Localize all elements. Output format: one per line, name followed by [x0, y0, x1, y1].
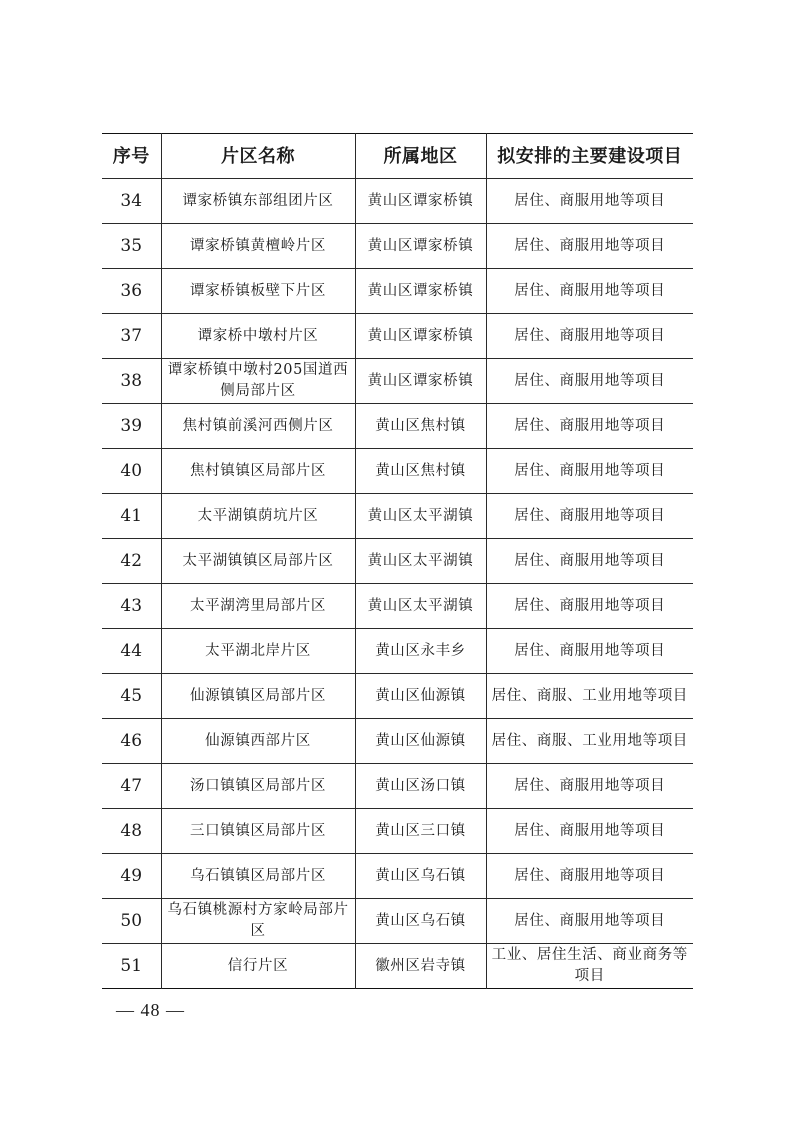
row-projects: 居住、商服用地等项目	[486, 224, 693, 269]
row-area-name: 焦村镇镇区局部片区	[161, 449, 355, 494]
row-area-name: 乌石镇镇区局部片区	[161, 854, 355, 899]
row-region: 徽州区岩寺镇	[355, 944, 486, 989]
row-number: 44	[120, 640, 143, 661]
header-projects: 拟安排的主要建设项目	[486, 134, 693, 179]
row-region: 黄山区仙源镇	[355, 674, 486, 719]
row-number: 50	[120, 910, 143, 931]
row-region: 黄山区谭家桥镇	[355, 224, 486, 269]
row-projects: 居住、商服用地等项目	[486, 854, 693, 899]
table-row	[102, 359, 693, 404]
page-number: — 48 —	[116, 1000, 185, 1020]
row-projects: 居住、商服用地等项目	[486, 539, 693, 584]
table-row	[102, 629, 693, 674]
row-projects: 工业、居住生活、商业商务等项目	[486, 944, 693, 989]
row-region: 黄山区三口镇	[355, 809, 486, 854]
row-area-name: 谭家桥中墩村片区	[161, 314, 355, 359]
row-number: 40	[120, 460, 143, 481]
row-region: 黄山区乌石镇	[355, 899, 486, 944]
row-number: 36	[120, 280, 143, 301]
row-region: 黄山区谭家桥镇	[355, 314, 486, 359]
row-number: 35	[120, 235, 143, 256]
row-region: 黄山区汤口镇	[355, 764, 486, 809]
table-body	[102, 179, 693, 989]
table-row	[102, 224, 693, 269]
row-region: 黄山区谭家桥镇	[355, 179, 486, 224]
table-header-row	[102, 134, 693, 179]
row-area-name: 信行片区	[161, 944, 355, 989]
row-area-name: 太平湖北岸片区	[161, 629, 355, 674]
row-area-name: 焦村镇前溪河西侧片区	[161, 404, 355, 449]
table-row	[102, 404, 693, 449]
row-region: 黄山区太平湖镇	[355, 584, 486, 629]
row-area-name: 谭家桥镇板壁下片区	[161, 269, 355, 314]
table-row	[102, 449, 693, 494]
row-number: 39	[120, 415, 143, 436]
row-projects: 居住、商服、工业用地等项目	[486, 719, 693, 764]
row-projects: 居住、商服用地等项目	[486, 809, 693, 854]
project-table	[102, 133, 693, 989]
row-area-name: 汤口镇镇区局部片区	[161, 764, 355, 809]
table-row	[102, 539, 693, 584]
header-region: 所属地区	[355, 134, 486, 179]
row-area-name: 三口镇镇区局部片区	[161, 809, 355, 854]
row-region: 黄山区焦村镇	[355, 404, 486, 449]
table-row	[102, 179, 693, 224]
row-number: 43	[120, 595, 143, 616]
row-projects: 居住、商服、工业用地等项目	[486, 674, 693, 719]
row-projects: 居住、商服用地等项目	[486, 899, 693, 944]
row-number: 37	[120, 325, 143, 346]
header-number: 序号	[112, 145, 150, 167]
row-projects: 居住、商服用地等项目	[486, 359, 693, 404]
row-number: 41	[120, 505, 143, 526]
table-row	[102, 269, 693, 314]
table-row	[102, 764, 693, 809]
row-projects: 居住、商服用地等项目	[486, 764, 693, 809]
row-number: 49	[120, 865, 143, 886]
row-region: 黄山区永丰乡	[355, 629, 486, 674]
table-row	[102, 854, 693, 899]
row-region: 黄山区乌石镇	[355, 854, 486, 899]
table-row	[102, 809, 693, 854]
row-region: 黄山区太平湖镇	[355, 539, 486, 584]
row-projects: 居住、商服用地等项目	[486, 314, 693, 359]
row-number: 45	[120, 685, 143, 706]
table-row	[102, 674, 693, 719]
row-region: 黄山区谭家桥镇	[355, 359, 486, 404]
row-projects: 居住、商服用地等项目	[486, 404, 693, 449]
row-projects: 居住、商服用地等项目	[486, 449, 693, 494]
row-projects: 居住、商服用地等项目	[486, 179, 693, 224]
table-row	[102, 899, 693, 944]
row-area-name: 谭家桥镇中墩村205国道西侧局部片区	[161, 359, 355, 404]
header-area-name: 片区名称	[161, 134, 355, 179]
row-number: 48	[120, 820, 143, 841]
row-area-name: 乌石镇桃源村方家岭局部片区	[161, 899, 355, 944]
row-area-name: 太平湖湾里局部片区	[161, 584, 355, 629]
row-region: 黄山区太平湖镇	[355, 494, 486, 539]
row-projects: 居住、商服用地等项目	[486, 494, 693, 539]
row-projects: 居住、商服用地等项目	[486, 269, 693, 314]
row-area-name: 仙源镇西部片区	[161, 719, 355, 764]
row-number: 34	[120, 190, 143, 211]
row-number: 47	[120, 775, 143, 796]
row-number: 51	[120, 955, 143, 976]
row-number: 38	[120, 370, 143, 391]
table-row	[102, 494, 693, 539]
table-row	[102, 719, 693, 764]
row-area-name: 太平湖镇荫坑片区	[161, 494, 355, 539]
table-row	[102, 314, 693, 359]
row-area-name: 仙源镇镇区局部片区	[161, 674, 355, 719]
row-area-name: 谭家桥镇东部组团片区	[161, 179, 355, 224]
row-area-name: 谭家桥镇黄檀岭片区	[161, 224, 355, 269]
row-region: 黄山区焦村镇	[355, 449, 486, 494]
row-projects: 居住、商服用地等项目	[486, 629, 693, 674]
row-area-name: 太平湖镇镇区局部片区	[161, 539, 355, 584]
row-region: 黄山区谭家桥镇	[355, 269, 486, 314]
row-region: 黄山区仙源镇	[355, 719, 486, 764]
row-projects: 居住、商服用地等项目	[486, 584, 693, 629]
row-number: 42	[120, 550, 143, 571]
table-row	[102, 944, 693, 989]
row-number: 46	[120, 730, 143, 751]
table-row	[102, 584, 693, 629]
